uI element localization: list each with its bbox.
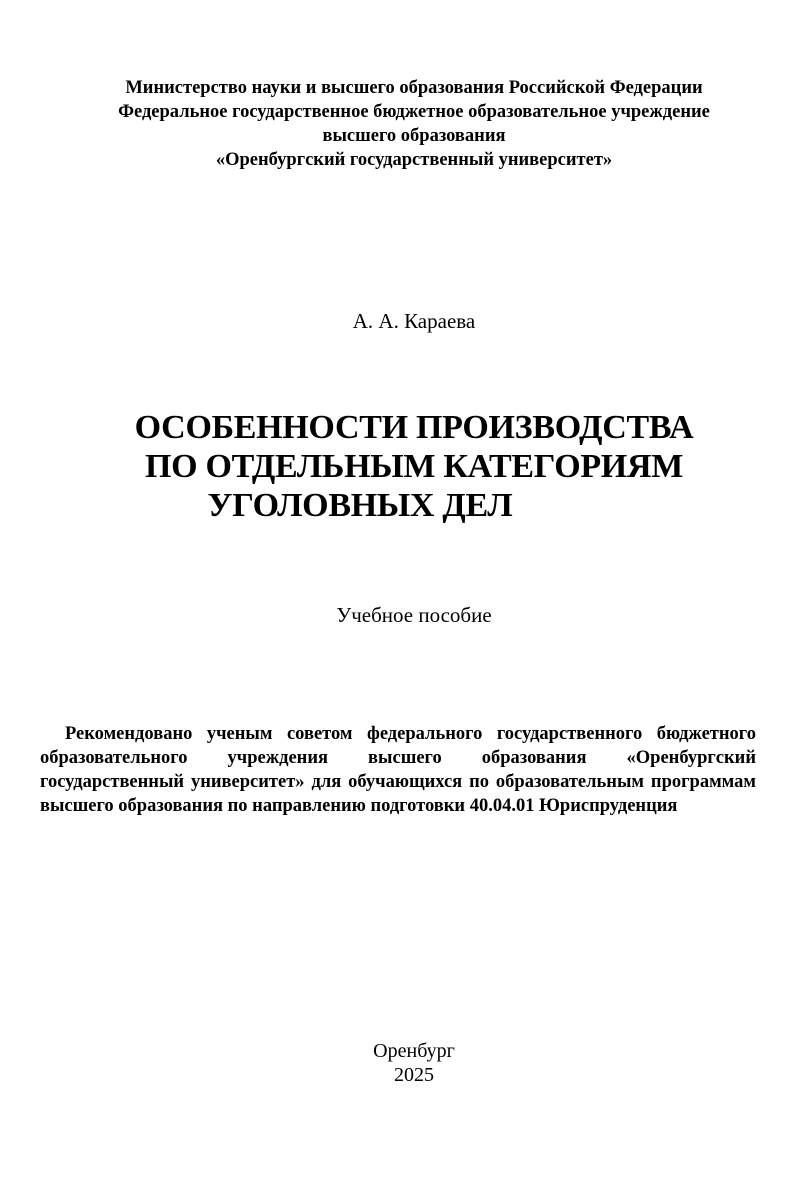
publication-year: 2025 [394,1064,434,1086]
university-name-line: «Оренбургский государственный университет» [215,150,613,170]
title-line-1: ОСОБЕННОСТИ ПРОИЗВОДСТВА [134,409,694,446]
ministry-line: Министерство науки и высшего образования Российской Федерации [125,78,703,98]
title-line-3: УГОЛОВНЫХ ДЕЛ [207,487,513,524]
institution-type-line: Федеральное государственное бюджетное образовательное учреждение [118,102,710,122]
institution-header [0,76,796,172]
document-title [0,408,796,525]
title-line-2: ПО ОТДЕЛЬНЫМ КАТЕГОРИЯМ [145,448,683,485]
education-level-line: высшего образования [322,126,506,146]
recommendation-text: Рекомендовано ученым советом федерального государственного бюджетного образовательного учреждения высшего образования «Оренбургский государственный университет» для обучающихся по образовательным программам высшего образования по направлению подготовки 40.04.01 Юриспруденция [40,724,756,816]
publication-city: Оренбург [373,1040,455,1062]
author-name: А. А. Караева [352,309,476,333]
document-type: Учебное пособие [336,603,492,627]
